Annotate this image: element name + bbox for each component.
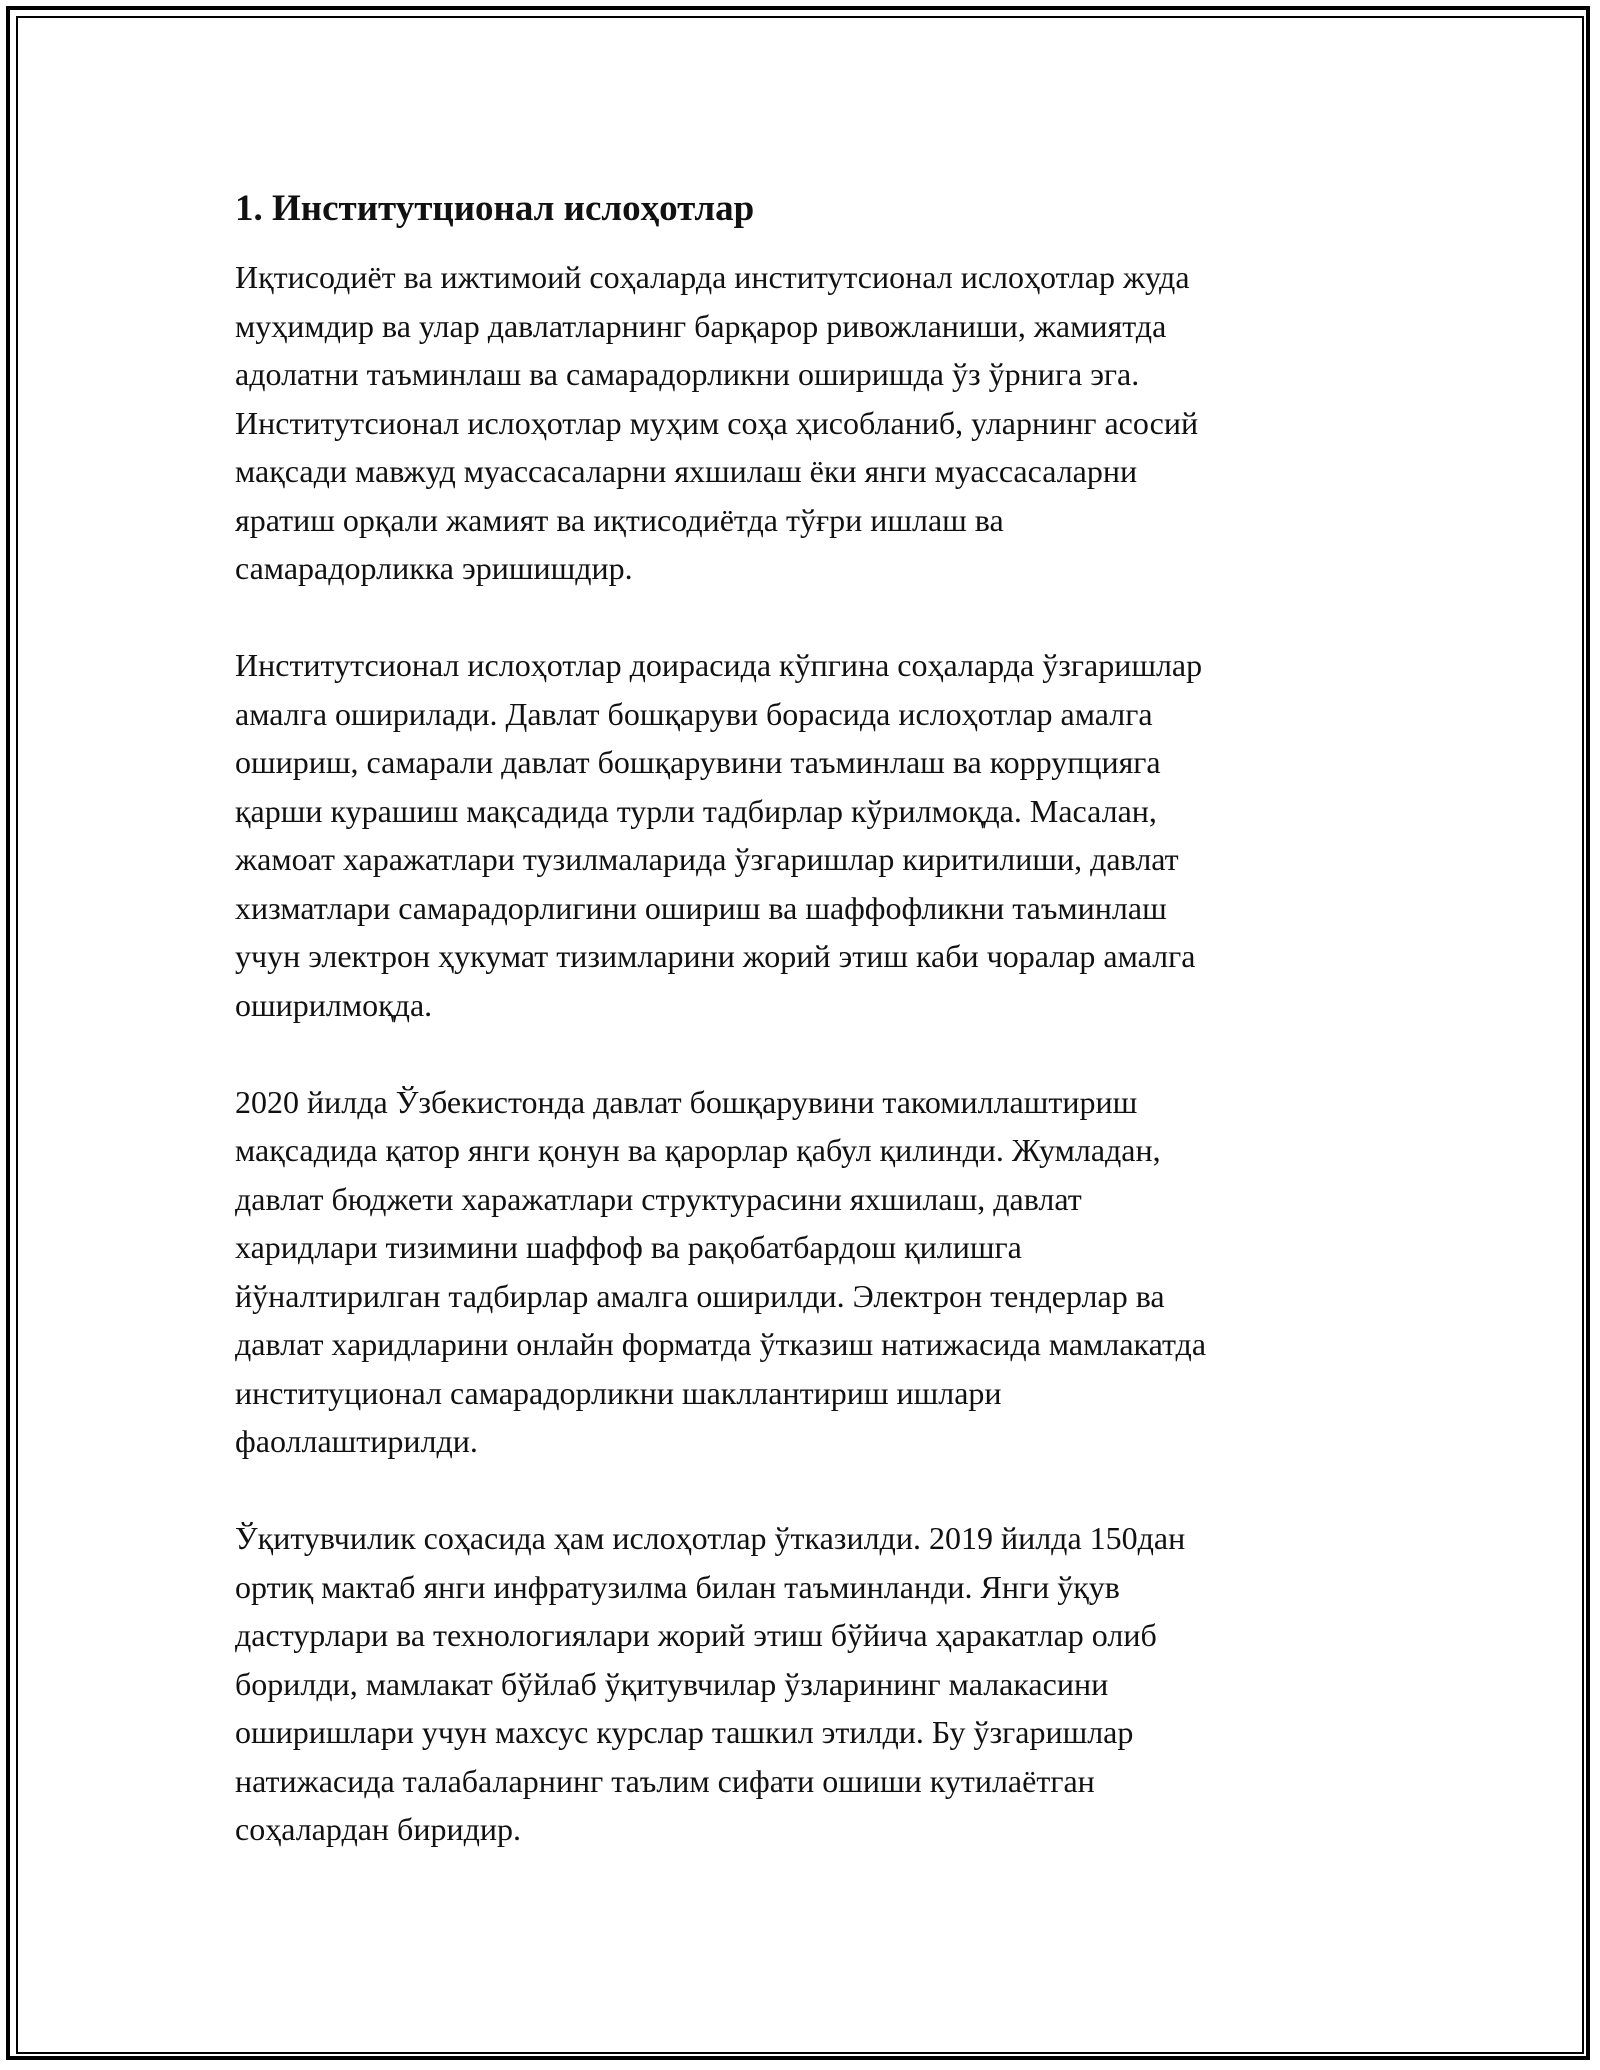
- paragraph-2: [235, 641, 1365, 1029]
- text-line: муҳимдир ва улар давлатларнинг барқарор ривожланиши, жамиятда: [235, 307, 1167, 344]
- text-line: хизматлари самарадорлигини ошириш ва шаффофликни таъминлаш: [235, 889, 1167, 926]
- text-line: дастурлари ва технологиялари жорий этиш бўйича ҳаракатлар олиб: [235, 1617, 1157, 1653]
- text-line: мақсадида қатор янги қонун ва қарорлар қабул қилинди. Жумладан,: [235, 1132, 1161, 1168]
- text-line: институционал самарадорликни шакллантириш ишлари: [235, 1374, 1002, 1411]
- paragraph-1: [235, 253, 1365, 593]
- text-line: Ўқитувчилик соҳасида ҳам ислоҳотлар ўтказилди. 2019 йилда 150дан: [235, 1520, 1186, 1556]
- text-line: Институтсионал ислоҳотлар доирасида кўпгина соҳаларда ўзгаришлар: [235, 647, 1203, 683]
- text-line: оширишлари учун махсус курслар ташкил этилди. Бу ўзгаришлар: [235, 1714, 1134, 1750]
- text-line: яратиш орқали жамият ва иқтисодиётда тўғри ишлаш ва: [235, 501, 1004, 538]
- document-body: [235, 185, 1365, 1902]
- text-line: самарадорликка эришишдир.: [235, 550, 633, 586]
- text-line: давлат харидларини онлайн форматда ўтказиш натижасида мамлакатда: [235, 1326, 1207, 1362]
- text-line: Иқтисодиёт ва ижтимоий соҳаларда институтсионал ислоҳотлар жуда: [235, 259, 1190, 295]
- paragraph-3: [235, 1078, 1365, 1466]
- section-heading: 1. Институтционал ислоҳотлар: [235, 188, 755, 229]
- text-line: амалга оширилади. Давлат бошқаруви борасида ислоҳотлар амалга: [235, 695, 1153, 732]
- text-line: харидлари тизимини шаффоф ва рақобатбардош қилишга: [235, 1229, 1022, 1265]
- text-line: натижасида талабаларнинг таълим сифати ошиши кутилаётган: [235, 1762, 1095, 1799]
- text-line: адолатни таъминлаш ва самарадорликни оширишда ўз ўрнига эга.: [235, 356, 1140, 392]
- text-line: Институтсионал ислоҳотлар муҳим соҳа ҳисобланиб, уларнинг асосий: [235, 404, 1199, 441]
- text-line: ортиқ мактаб янги инфратузилма билан таъминланди. Янги ўқув: [235, 1568, 1120, 1605]
- text-line: учун электрон ҳукумат тизимларини жорий этиш каби чоралар амалга: [235, 938, 1196, 974]
- text-line: мақсади мавжуд муассасаларни яхшилаш ёки янги муассасаларни: [235, 453, 1138, 489]
- text-line: йўналтирилган тадбирлар амалга оширилди. Электрон тендерлар ва: [235, 1277, 1165, 1314]
- text-line: қарши курашиш мақсадида турли тадбирлар кўрилмоқда. Масалан,: [235, 792, 1157, 829]
- text-line: 2020 йилда Ўзбекистонда давлат бошқарувини такомиллаштириш: [235, 1083, 1138, 1120]
- text-line: фаоллаштирилди.: [235, 1423, 478, 1459]
- text-line: борилди, мамлакат бўйлаб ўқитувчилар ўзларининг малакасини: [235, 1665, 1109, 1702]
- paragraph-4: [235, 1514, 1365, 1854]
- text-line: ошириш, самарали давлат бошқарувини таъминлаш ва коррупцияга: [235, 744, 1161, 780]
- text-line: соҳалардан биридир.: [235, 1811, 521, 1847]
- text-line: давлат бюджети харажатлари структурасини яхшилаш, давлат: [235, 1180, 1082, 1217]
- text-line: оширилмоқда.: [235, 986, 433, 1023]
- text-line: жамоат харажатлари тузилмаларида ўзгаришлар киритилиши, давлат: [235, 841, 1179, 877]
